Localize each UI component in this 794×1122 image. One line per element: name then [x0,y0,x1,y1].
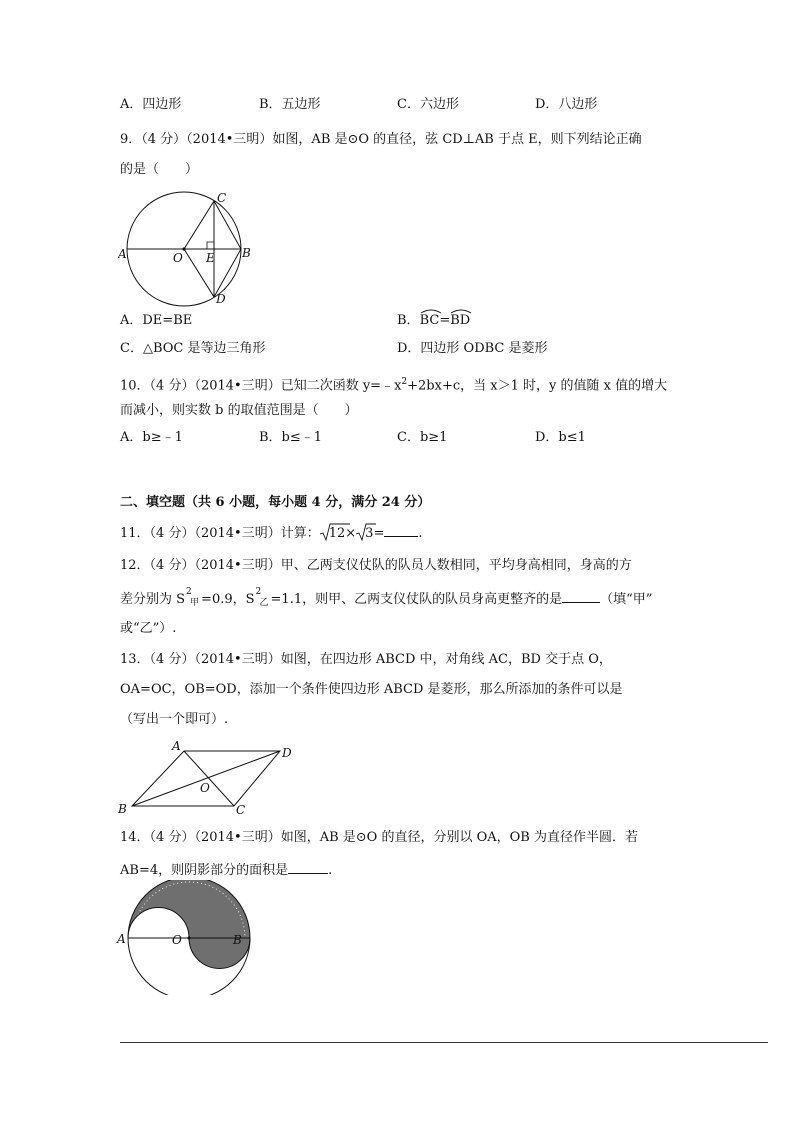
q13-parallelogram-figure [116,738,296,816]
q10-stem-line2: 而减小，则实数 b 的取值范围是（ ） [120,403,358,418]
q9-segment-db [214,249,241,297]
q14-label-o: O [172,933,182,947]
footer-divider [120,1042,768,1043]
q13-label-b: B [118,802,127,816]
q9-option-a: A．DE=BE [120,313,193,328]
q11-stem [120,523,422,543]
q11-pre: 11．（4 分）（2014•三明）计算： [120,526,320,541]
q12-sub-yi: 乙 [259,598,269,608]
q9-label-b: B [242,246,251,260]
arc-over-icon [450,308,472,314]
q9-stem-line1: 9．（4 分）（2014•三明）如图，AB 是⊙O 的直径，弦 CD⊥AB 于点 E，则下列结论正确 [120,132,642,147]
q12-stem-line1: 12．（4 分）（2014•三明）甲、乙两支仪仗队的队员人数相同，平均身高相同，身高的方 [120,558,632,573]
q11-times: × [345,526,357,541]
q9-arc-bd [450,312,470,330]
section2-heading: 二、填空题（共 6 小题，每小题 4 分，满分 24 分） [120,495,431,510]
q12-stem-line2 [120,589,652,609]
q12-script-jia [185,587,201,608]
q10-line1-post: +2bx+c，当 x＞1 时，y 的值随 x 值的增大 [407,378,668,394]
q11-radical-3 [356,525,373,543]
q9-segment-cb [214,201,241,249]
q9-label-d: D [216,292,226,306]
q9-label-e: E [206,251,215,265]
q8-option-d: D．八边形 [535,97,598,112]
q14-label-a: A [117,932,126,946]
q9-label-c: C [217,191,227,205]
q14-yin-yang-figure [116,880,256,995]
q9-circle-figure [118,190,258,308]
sqrt-icon [356,523,376,543]
q9-arc-bc-text: BC [419,313,440,328]
q9-option-b-eq: = [439,313,451,328]
q10-option-c: C．b≥1 [397,430,448,445]
q12-line2-b: =0.9，S [201,592,255,607]
q9-label-a: A [118,247,127,261]
q12-sup-2: 2 [255,587,262,597]
q13-label-o: O [200,781,210,795]
q10-exponent: 2 [401,377,408,387]
q12-line2-c: =1.1，则甲、乙两支仪仗队的队员身高更整齐的是 [270,592,563,607]
q8-option-a: A．四边形 [120,97,182,112]
q12-line2-d: （填“甲” [600,592,653,607]
q8-option-c: C．六边形 [397,97,459,112]
q11-radical-12 [320,525,346,543]
q9-label-o: O [173,251,183,265]
q11-radicand-12: 12 [328,526,346,541]
q12-line2-a: 差分别为 S [120,592,186,607]
q14-stem-line1: 14．（4 分）（2014•三明）如图，AB 是⊙O 的直径，分别以 OA，OB 为直径作半圆．若 [120,830,638,845]
q8-option-b: B．五边形 [259,97,321,112]
q9-arc-bd-text: BD [450,313,471,328]
q13-stem-line2: OA=OC，OB=OD，添加一个条件使四边形 ABCD 是菱形，那么所添加的条件可以是 [120,682,623,697]
q13-label-c: C [236,803,246,816]
q9-option-b [397,312,470,330]
q13-diagonal-bd [132,751,280,806]
q13-label-a: A [172,739,181,753]
q13-stem-line3: （写出一个即可）. [120,712,229,727]
q10-option-d: D．b≤1 [535,430,586,445]
q9-option-d: D．四边形 ODBC 是菱形 [397,341,548,356]
q11-answer-blank[interactable] [384,523,418,537]
q14-answer-blank[interactable] [288,860,328,874]
q14-line2-pre: AB=4，则阴影部分的面积是 [120,863,289,878]
q11-radicand-3: 3 [365,526,374,541]
q14-center-dot [188,937,191,940]
q12-stem-line3: 或“乙”）. [120,621,177,636]
q9-arc-bc [420,312,440,330]
q14-stem-line2 [120,860,332,880]
q12-sub-jia: 甲 [190,598,200,608]
q10-stem-line1 [120,373,667,395]
q14-label-b: B [233,933,242,947]
q10-option-b: B．b≤﹣1 [259,430,323,445]
q9-center-dot [182,247,185,250]
q9-option-b-prefix: B． [397,313,420,328]
arc-over-icon [420,308,442,314]
q9-option-c: C．△BOC 是等边三角形 [120,341,266,356]
q9-stem-line2: 的是（ ） [120,162,199,177]
sqrt-icon [320,523,350,543]
q11-period: . [418,526,423,541]
q10-option-a: A．b≥﹣1 [120,430,183,445]
q14-shaded-region [128,880,250,968]
q13-label-d: D [282,746,292,760]
q12-script-yi [255,587,271,608]
q11-equals: = [373,526,385,541]
q9-right-angle-mark [207,242,214,249]
q13-stem-line1: 13．（4 分）（2014•三明）如图，在四边形 ABCD 中，对角线 AC，BD 交于点 O， [120,652,612,667]
q13-diagonal-ac [184,751,234,806]
q12-answer-blank[interactable] [562,589,600,603]
q14-period: . [328,863,333,878]
q12-sup-1: 2 [186,587,192,597]
q10-line1-pre: 10．（4 分）（2014•三明）已知二次函数 y=﹣x [120,378,402,394]
